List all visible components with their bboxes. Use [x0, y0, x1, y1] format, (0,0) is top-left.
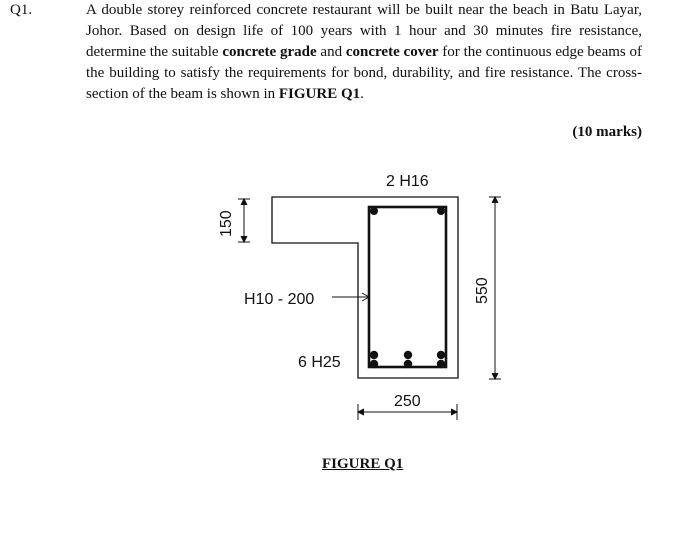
link-leader-arrow [332, 293, 369, 301]
label-top-bars: 2 H16 [386, 173, 429, 190]
label-bottom-bars: 6 H25 [298, 354, 341, 371]
link-stirrup [369, 207, 446, 367]
question-text-part: . [360, 86, 364, 102]
question-text-part: A double storey reinforced concrete restaurant will be built near the beach in Batu Layar, Johor. Based on design life of 100 years with 1 hour and 30 minutes fire resistance, determine the suitable [86, 2, 642, 60]
bottom-bar [437, 351, 445, 359]
bottom-bar [404, 360, 412, 368]
figure-caption: FIGURE Q1 [322, 456, 404, 472]
question-text-part: and [316, 44, 346, 60]
question-bold-concrete-grade: concrete grade [222, 44, 317, 60]
label-web-width: 250 [394, 393, 421, 410]
bottom-bars [370, 351, 445, 368]
beam-outline [272, 197, 458, 378]
label-links: H10 - 200 [244, 291, 315, 308]
bottom-bar [370, 351, 378, 359]
question-text-part: for the continuous edge beams of the building to satisfy the requirements for bond, durability, and fire resistance. The cross-section of the beam is shown in [86, 44, 643, 102]
question-number: Q1. [10, 2, 33, 18]
bottom-bar [370, 360, 378, 368]
label-flange-depth: 150 [218, 210, 235, 237]
question-bold-figure-ref: FIGURE Q1 [278, 86, 361, 102]
dimension-flange-depth [238, 199, 250, 242]
question-bold-concrete-cover: concrete cover [345, 44, 439, 60]
top-bar [437, 207, 445, 215]
bottom-bar [437, 360, 445, 368]
top-bar [370, 207, 378, 215]
marks-label: (10 marks) [572, 124, 642, 140]
label-overall-depth: 550 [474, 277, 491, 304]
bottom-bar [404, 351, 412, 359]
